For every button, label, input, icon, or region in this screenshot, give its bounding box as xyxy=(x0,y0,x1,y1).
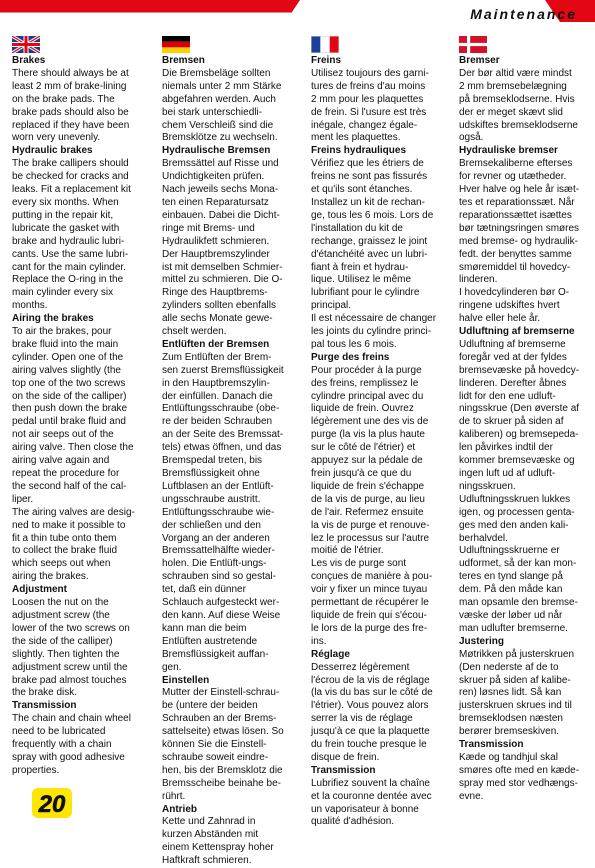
section-paragraph: Udluftning af bremserne foregår ved at der fyldes bremsevæske på hovedcy- linderen. Derefter åbnes lidt for den ene udluft- ningsskrue (Den øverste af de to skruer på siden af kaliberen) og bremsepeda- len påvirkes indtil der kommer bremsevæske og ingen luft ud af udluft- ningsskruen. Udluftningsskruen lukkes igen, og processen genta- ges med den anden kali- berhalvdel. Udluftningsskruerne er udformet, så der kan mon- teres en tynd slange på dem. På den måde kan man opsamle den bremse- væske der løber ud når man udlufter bremserne. xyxy=(459,338,580,634)
page-number-badge xyxy=(32,788,72,818)
section-heading: Freins hydrauliques xyxy=(311,145,407,157)
section-paragraph: Lubrifiez souvent la chaîne et la couronne dentée avec un vaporisateur à bonne qualité d'adhésion. xyxy=(311,777,432,828)
section-heading: Transmission xyxy=(12,700,77,712)
section-heading: Antrieb xyxy=(162,803,197,815)
section-heading: Transmission xyxy=(311,764,376,776)
section-paragraph: Die Bremsbeläge sollten niemals unter 2 mm Stärke abgefahren werden. Auch bei stark unterschiedli- chem Verschleiß sind die Bremsklötze zu wechseln. xyxy=(162,67,282,144)
section-heading: Einstellen xyxy=(162,674,210,686)
section-heading: Purge des freins xyxy=(311,351,390,363)
france-flag-icon xyxy=(311,36,339,53)
section-heading: Brakes xyxy=(12,55,46,66)
section-heading: Bremsen xyxy=(162,55,205,66)
section-heading: Bremser xyxy=(459,55,500,66)
section-paragraph: Kette und Zahnrad in kurzen Abständen mit einem Kettenspray hoher Haftkraft schmieren. xyxy=(162,816,274,867)
column-danish xyxy=(459,36,583,804)
section-heading: Udluftning af bremserne xyxy=(459,326,575,338)
section-paragraph: Møtrikken på justerskruen (Den nederste af de to skruer på siden af kalibe- ren) løsnes lidt. Så kan justerskruen skrues ind til bremseklodsen næsten berører bremseskiven. xyxy=(459,648,575,738)
section-paragraph: Zum Entlüften der Brem- sen zuerst Bremsflüssigkeit in den Hauptbremszylin- der einfüllen. Danach die Entlüftungsschraube (obe- re der beiden Schrauben an der Seite des Bremssat- tels) etwas öffnen, und das Bremspedal treten, bis Bremsflüssigkeit ohne Luftblasen an der Entlüft- ungsschraube austritt. Entlüftungsschraube wie- der schließen und den Vorgang an der anderen Bremssattelhälfte wieder- holen. Die Entlüft-ungs- schrauben sind so gestal- tet, daß ein dünner Schlauch aufgesteckt wer- den kann. Auf diese Weise kann man die beim Entlüften austretende Bremsflüssigkeit auffan- gen. xyxy=(162,351,284,673)
section-paragraph: Kæde og tandhjul skal smøres ofte med en kæde- spray med stor vedhængs- evne. xyxy=(459,751,580,802)
section-paragraph: Der bør altid være mindst 2 mm bremsebelægning på bremseklodserne. Hvis der er meget skævt slid udskiftes bremseklodserne også. xyxy=(459,67,578,144)
section-heading: Entlüften der Bremsen xyxy=(162,338,270,350)
section-heading: Airing the brakes xyxy=(12,313,94,325)
section-paragraph: To air the brakes, pour brake fluid into the main cylinder. Open one of the airing valves slightly (the top one of the two screws on the side of the calliper) then push down the brake pedal until brake fluid and not air seeps out of the airing valve. Then close the airing valve again and repeat the procedure for the second half of the cal- liper. The airing valves are desig- ned to make it possible to fit a thin tube onto them to collect the brake fluid which seeps out when airing the brakes. xyxy=(12,326,135,583)
section-paragraph: Mutter der Einstell-schrau- be (untere der beiden Schrauben an der Brems- sattelseite) etwas lösen. So können Sie die Einstell- schraube soweit eindre- hen, bis der Bremsklotz die Bremsscheibe beinahe be- rührt. xyxy=(162,687,284,802)
section-heading: Hydrauliske bremser xyxy=(459,145,558,157)
section-paragraph: Bremsekaliberne efterses for revner og utætheder. Hver halve og hele år isæt- tes et reparationssæt. Når reparationssættet isættes bør tætningsringen smøres med bremse- og hydraulik- fedt. der benyttes samme smøremiddel til hovedcy- linderen. I hovedcylinderen bør O- ringene udskiftes hvert halve eller hele år. xyxy=(459,158,580,325)
denmark-flag-icon xyxy=(459,36,487,53)
column-french xyxy=(311,36,439,829)
section-heading: Transmission xyxy=(459,739,524,751)
section-heading: Hydraulische Bremsen xyxy=(162,145,271,157)
section-paragraph: The brake callipers should be checked for cracks and leaks. Fit a replacement kit every six months. When putting in the repair kit, lubricate the gasket with brake and hydraulic lubri- cants. Use the same lubri- cant for the main cylinder. Replace the O-ring in the main cylinder every six months. xyxy=(12,158,131,312)
section-heading: Réglage xyxy=(311,648,350,660)
column-english xyxy=(12,36,140,778)
column-german xyxy=(162,36,290,868)
germany-flag-icon xyxy=(162,36,190,53)
section-heading: Justering xyxy=(459,635,505,647)
section-paragraph: Desserrez légèrement l'écrou de la vis de réglage (la vis du bas sur le côté de l'étrier). Vous pouvez alors serrer la vis de réglage jusqu'à ce que la plaquette du frein touche presque le disque de frein. xyxy=(311,661,433,763)
section-paragraph: Bremssättel auf Risse und Undichtigkeiten prüfen. Nach jeweils sechs Mona- ten einen Reparatursatz einbauen. Dabei die Dicht- ringe mit Brems- und Hydraulikfett schmieren. Der Hauptbremszylinder ist mit demselben Schmier- mittel zu schmieren. Die O- Ringe des Hauptbrems- zylinders sollten ebenfalls alle sechs Monate gewe- chselt werden. xyxy=(162,158,283,338)
section-heading: Adjustment xyxy=(12,584,67,596)
section-paragraph: There should always be at least 2 mm of brake-lining on the brake pads. The brake pads should also be replaced if they have been worn very unevenly. xyxy=(12,67,130,144)
section-paragraph: Vérifiez que les étriers de freins ne sont pas fissurés et qu'ils sont étanches. Installez un kit de rechan- ge, tous les 6 mois. Lors de l'installation du kit de rechange, graissez le joint d'étanchéité avec un lubri- fiant à frein et hydrau- lique. Utilisez le même lubrifiant pour le cylindre principal. Il est nécessaire de changer les joints du cylindre princi- pal tous les 6 mois. xyxy=(311,158,437,350)
section-paragraph: Utilisez toujours des garni- tures de freins d'au moins 2 mm pour les plaquettes de frein. Si l'usure est très inégale, changez égale- ment les plaquettes. xyxy=(311,67,429,144)
section-paragraph: Loosen the nut on the adjustment screw (the lower of the two screws on the side of the calliper) slightly. Then tighten the adjustment screw until the brake pad almost touches the brake disk. xyxy=(12,597,130,699)
header-band xyxy=(0,0,595,26)
section-paragraph: Pour procéder à la purge des freins, remplissez le cylindre principal avec du liquide de frein. Ouvrez légèrement une des vis de purge (la vis la plus haute sur le côté de l'étrier) et appuyez sur la pédale de frein jusqu'à ce que du liquide de frein s'échappe de la vis de purge, au lieu de l'air. Refermez ensuite la vis de purge et renouve- lez le processus sur l'autre moitié de l'étrier. Les vis de purge sont conçues de manière à pou- voir y fixer un mince tuyau permettant de récupérer le liquide de frein qui s'écou- le lors de la purge des fre- ins. xyxy=(311,364,433,647)
uk-flag-icon xyxy=(12,36,40,53)
section-paragraph: The chain and chain wheel need to be lubricated frequently with a chain spray with good adhesive properties. xyxy=(12,713,131,776)
page-number: 20 xyxy=(38,791,66,818)
section-heading: Hydraulic brakes xyxy=(12,145,93,157)
section-title: Maintenance xyxy=(470,6,577,22)
section-heading: Freins xyxy=(311,55,342,66)
